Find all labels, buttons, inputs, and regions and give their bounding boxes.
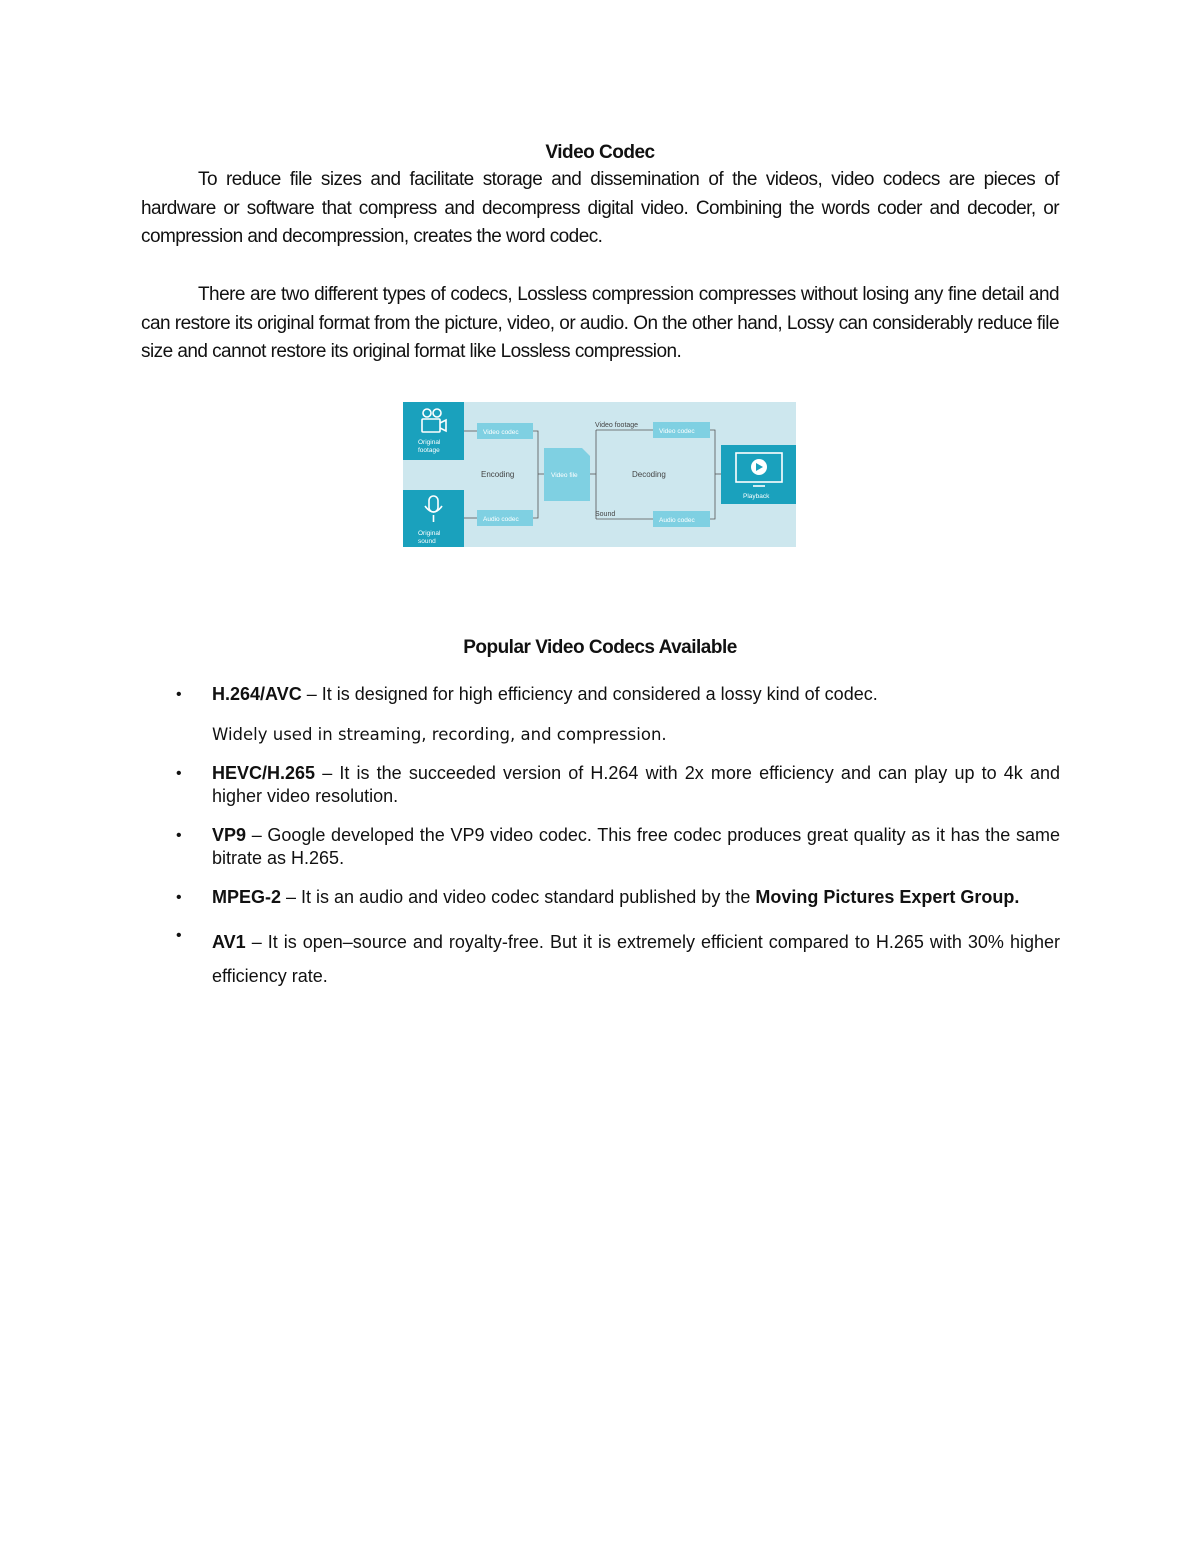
codec-name: VP9 bbox=[212, 825, 247, 845]
list-item bbox=[170, 683, 1060, 706]
playback-label: Playback bbox=[743, 493, 770, 500]
list-item bbox=[170, 824, 1060, 870]
codec-name: AV1 bbox=[212, 932, 246, 952]
codec-name: HEVC/H.265 bbox=[212, 763, 316, 783]
list-item bbox=[170, 886, 1060, 909]
original-sound-label-2: sound bbox=[418, 538, 436, 545]
codec-name: MPEG-2 bbox=[212, 887, 282, 907]
original-footage-label-2: footage bbox=[418, 447, 440, 454]
bullet-glyph: • bbox=[176, 927, 182, 944]
page-title: Video Codec bbox=[545, 142, 655, 163]
list-item bbox=[170, 925, 1060, 993]
codec-emphasis: Moving Pictures Expert Group. bbox=[755, 887, 1020, 907]
encoding-label: Encoding bbox=[481, 470, 515, 479]
codec-note: Widely used in streaming, recording, and compression. bbox=[212, 725, 667, 744]
intro-paragraph bbox=[141, 166, 1059, 252]
codec-list bbox=[170, 683, 1060, 993]
original-sound-label-1: Original bbox=[418, 530, 441, 537]
codec-types-paragraph bbox=[141, 281, 1059, 367]
bullet-glyph: • bbox=[176, 765, 182, 782]
decoding-label: Decoding bbox=[632, 470, 666, 479]
codec-description: – It is the succeeded version of H.264 with 2x more efficiency and can play up to 4k and higher video resolution. bbox=[212, 763, 1060, 806]
codec-description: – It is an audio and video codec standard published by the bbox=[281, 887, 756, 907]
section-subtitle: Popular Video Codecs Available bbox=[463, 637, 737, 658]
sound-label: Sound bbox=[595, 511, 616, 518]
codec-types-paragraph-text: There are two different types of codecs, Lossless compression compresses without losing any fine detail and can restore its original format from the picture, video, or audio. On the other hand, Lossy can considerably reduce file size and cannot restore its original format like Lossless compression. bbox=[141, 284, 1059, 362]
original-footage-label-1: Original bbox=[418, 439, 441, 446]
bullet-glyph: • bbox=[176, 827, 182, 844]
codec-diagram bbox=[403, 402, 796, 547]
video-file-label: Video file bbox=[551, 472, 578, 479]
codec-description: – It is designed for high efficiency and considered a lossy kind of codec. bbox=[301, 684, 878, 704]
video-codec-encode-label: Video codec bbox=[483, 429, 519, 436]
video-footage-label: Video footage bbox=[595, 422, 639, 429]
audio-codec-encode-label: Audio codec bbox=[483, 516, 519, 523]
video-codec-decode-label: Video codec bbox=[659, 428, 695, 435]
codec-name: H.264/AVC bbox=[212, 684, 302, 704]
bullet-glyph: • bbox=[176, 889, 182, 906]
bullet-glyph: • bbox=[176, 686, 182, 703]
list-item bbox=[170, 762, 1060, 808]
codec-description: – It is open–source and royalty-free. But it is extremely efficient compared to H.265 with 30% higher efficiency rate. bbox=[212, 932, 1060, 986]
intro-paragraph-text: To reduce file sizes and facilitate storage and dissemination of the videos, video codecs are pieces of hardware or software that compress and decompress digital video. Combining the words coder and decoder, or compression and decompression, creates the word codec. bbox=[141, 169, 1059, 247]
audio-codec-decode-label: Audio codec bbox=[659, 517, 695, 524]
codec-description: – Google developed the VP9 video codec. This free codec produces great quality as it has the same bitrate as H.265. bbox=[212, 825, 1060, 868]
